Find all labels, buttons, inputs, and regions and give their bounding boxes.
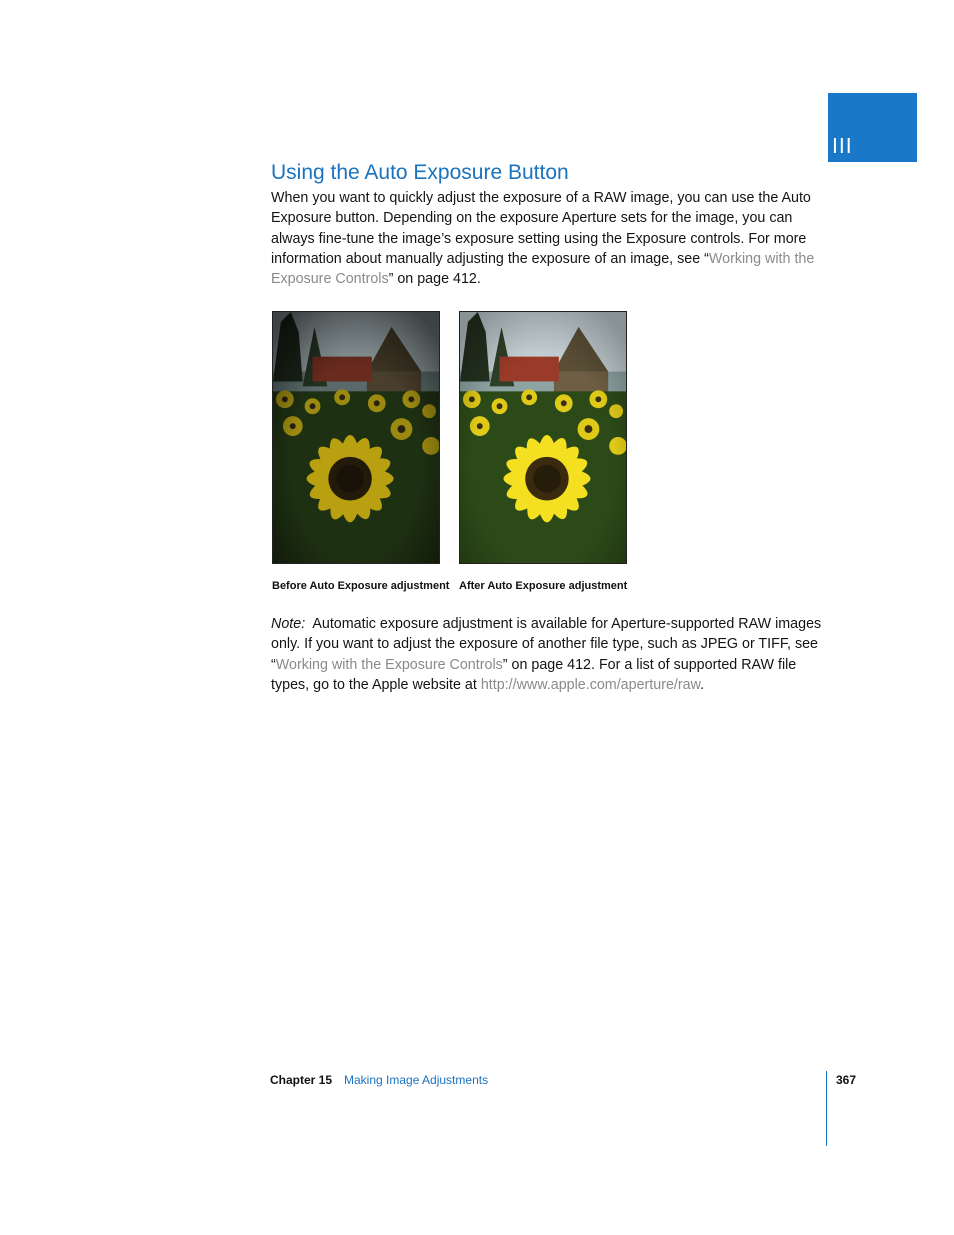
after-caption: After Auto Exposure adjustment xyxy=(459,580,628,592)
sunflower-photo-bright xyxy=(460,312,626,563)
footer-page-number: 367 xyxy=(836,1073,857,1087)
intro-text: When you want to quickly adjust the exposure of a RAW image, you can use the Auto Exposure button. Depending on the exposure Aperture sets for the image, you can always fine-tune the image’s exposure setting using the Exposure controls. For more information about manually adjusting the exposure of an image, see “ xyxy=(271,190,811,267)
exposure-controls-link[interactable]: Working with the Exposure Controls xyxy=(271,250,815,288)
before-photo xyxy=(272,311,440,564)
note-text-middle: ” on page 412. For a list of supported RAW file types, go to the Apple website at xyxy=(271,656,797,693)
exposure-controls-link-2[interactable]: Working with the Exposure Controls xyxy=(275,656,503,673)
sunflower-photo-dark xyxy=(273,312,439,563)
intro-text-end: ” on page 412. xyxy=(388,271,481,288)
footer-section-link[interactable]: Making Image Adjustments xyxy=(344,1073,489,1087)
footer-chapter: Chapter 15 xyxy=(270,1073,333,1087)
note-paragraph xyxy=(271,614,827,695)
part-tab-label: III xyxy=(832,134,853,158)
note-text: Automatic exposure adjustment is available for Aperture-supported RAW images only. If you want to adjust the exposure of another file type, such as JPEG or TIFF, see “ xyxy=(271,616,822,673)
intro-paragraph xyxy=(271,188,827,289)
part-tab xyxy=(828,93,917,162)
before-caption: Before Auto Exposure adjustment xyxy=(272,580,450,592)
note-text-end: . xyxy=(700,676,705,693)
section-title: Using the Auto Exposure Button xyxy=(271,161,569,184)
after-photo xyxy=(459,311,627,564)
note-label: Note: xyxy=(271,616,306,632)
apple-raw-url-link[interactable]: http://www.apple.com/aperture/raw xyxy=(480,676,701,693)
footer-divider xyxy=(826,1071,827,1146)
